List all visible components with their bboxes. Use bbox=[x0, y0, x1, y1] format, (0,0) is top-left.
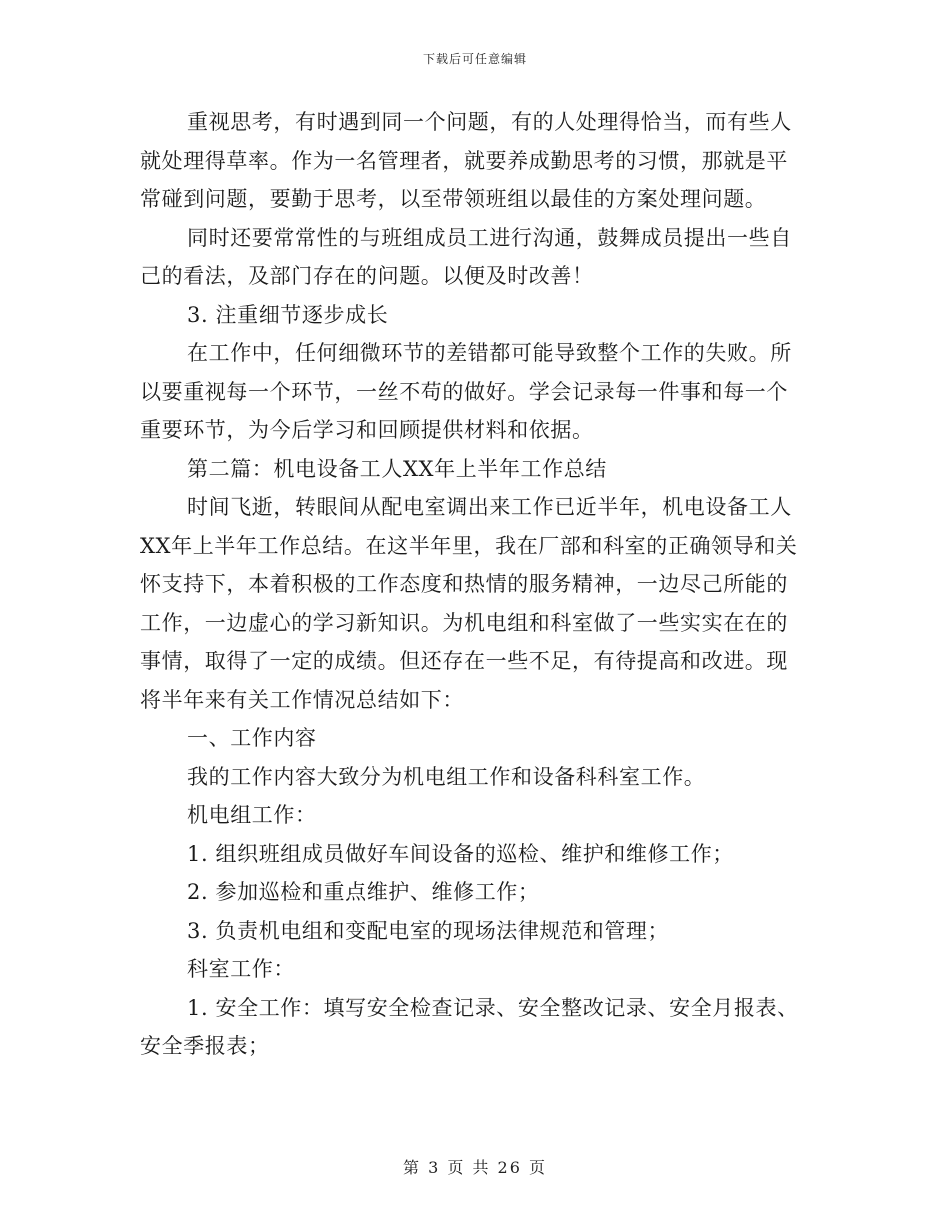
body-line: 我的工作内容大致分为机电组工作和设备科科室工作。 bbox=[187, 764, 706, 789]
list-item: 1. 安全工作：填写安全检查记录、安全整改记录、安全月报表、 bbox=[187, 995, 799, 1020]
body-line: XX年上半年工作总结。在这半年里，我在厂部和科室的正确领导和关 bbox=[140, 533, 798, 558]
body-line: 常碰到问题，要勤于思考，以至带领班组以最佳的方案处理问题。 bbox=[140, 187, 767, 211]
subsection-heading: 机电组工作： bbox=[187, 803, 317, 827]
body-line: 怀支持下，本着积极的工作态度和热情的服务精神，一边尽己所能的 bbox=[140, 572, 788, 596]
body-line: 己的看法，及部门存在的问题。以便及时改善！ bbox=[140, 264, 594, 288]
body-line: 事情，取得了一定的成绩。但还存在一些不足，有待提高和改进。现 bbox=[140, 649, 788, 673]
section-heading: 3. 注重细节逐步成长 bbox=[187, 302, 389, 327]
list-item: 2. 参加巡检和重点维护、维修工作； bbox=[187, 880, 540, 904]
page-number-footer: 第 3 页 共 26 页 bbox=[403, 1158, 547, 1177]
body-line: 时间飞逝，转眼间从配电室调出来工作已近半年，机电设备工人 bbox=[187, 495, 792, 519]
subsection-heading: 科室工作： bbox=[187, 957, 295, 981]
body-line: 同时还要常常性的与班组成员工进行沟通，鼓舞成员提出一些自 bbox=[187, 225, 792, 250]
body-line: 在工作中，任何细微环节的差错都可能导致整个工作的失败。所 bbox=[187, 341, 792, 365]
body-line: 以要重视每一个环节，一丝不苟的做好。学会记录每一件事和每一个 bbox=[140, 379, 788, 404]
page-header: 下载后可任意编辑 bbox=[422, 52, 527, 66]
body-line: 将半年来有关工作情况总结如下： bbox=[140, 687, 464, 712]
document-body bbox=[140, 103, 810, 1066]
list-item: 3. 负责机电组和变配电室的现场法律规范和管理； bbox=[187, 918, 670, 943]
body-line: 就处理得草率。作为一名管理者，就要养成勤思考的习惯，那就是平 bbox=[140, 148, 788, 173]
list-item-continuation: 安全季报表； bbox=[140, 1034, 270, 1058]
section-heading: 一、工作内容 bbox=[187, 726, 317, 750]
chapter-title: 第二篇：机电设备工人XX年上半年工作总结 bbox=[187, 456, 607, 481]
body-line: 重视思考，有时遇到同一个问题，有的人处理得恰当，而有些人 bbox=[187, 110, 792, 134]
list-item: 1. 组织班组成员做好车间设备的巡检、维护和维修工作； bbox=[187, 841, 734, 866]
body-line: 工作，一边虚心的学习新知识。为机电组和科室做了一些实实在在的 bbox=[140, 610, 788, 635]
body-line: 重要环节，为今后学习和回顾提供材料和依据。 bbox=[140, 418, 594, 442]
